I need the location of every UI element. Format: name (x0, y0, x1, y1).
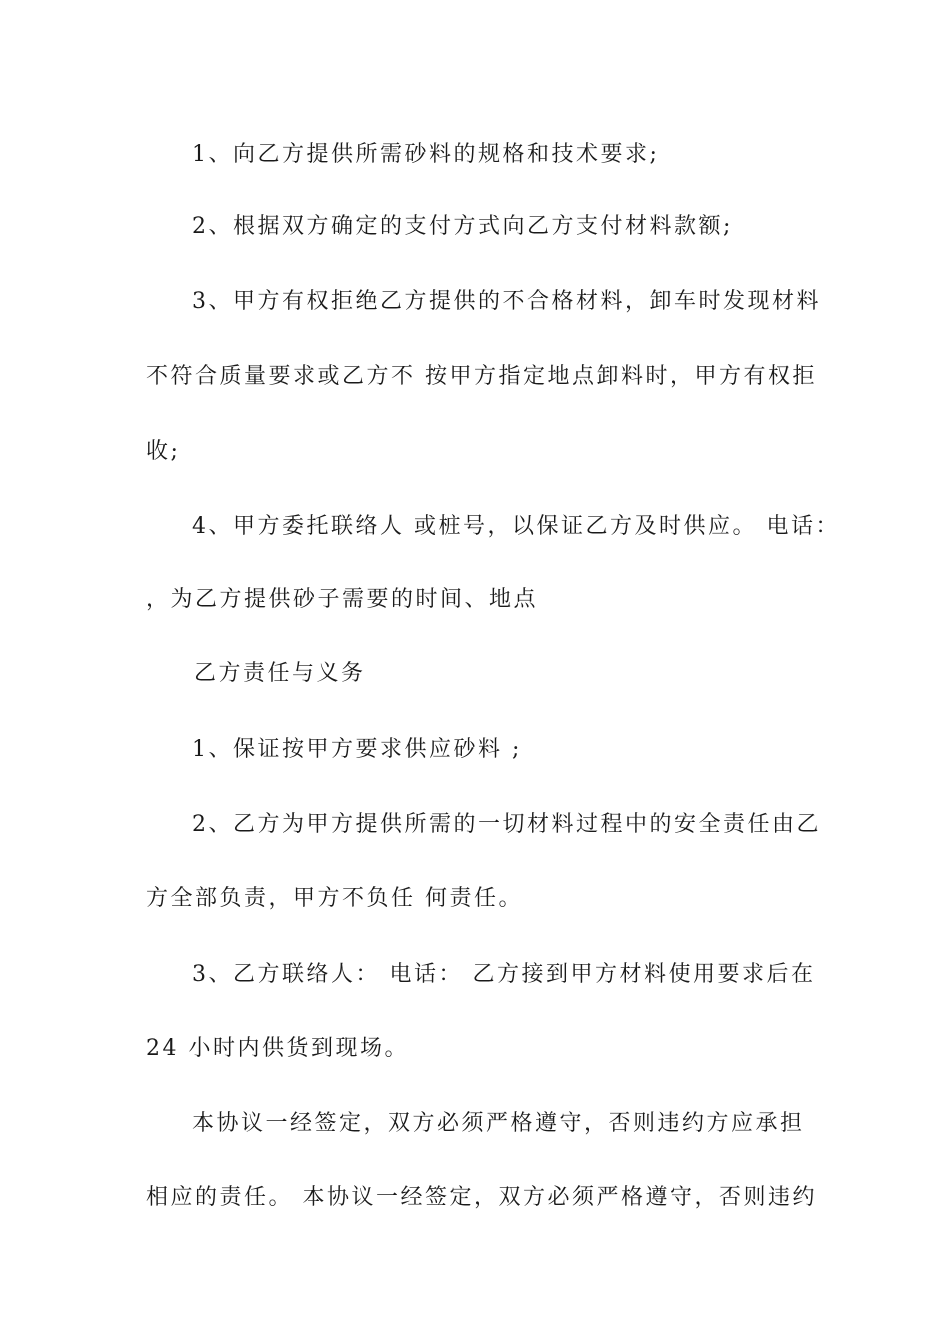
paragraph-line: 方全部负责，甲方不负任 何责任。 (146, 886, 523, 911)
paragraph-line: 24 小时内供货到现场。 (146, 1036, 409, 1061)
paragraph-line: 4、甲方委托联络人 或桩号，以保证乙方及时供应。 电话： (192, 514, 840, 539)
section-heading: 乙方责任与义务 (194, 661, 366, 686)
paragraph-line: 2、乙方为甲方提供所需的一切材料过程中的安全责任由乙 (192, 812, 821, 837)
paragraph-line: 收; (146, 439, 181, 464)
paragraph-line: 本协议一经签定，双方必须严格遵守，否则违约方应承担 (192, 1111, 805, 1136)
paragraph-line: 1、保证按甲方要求供应砂料 ; (192, 737, 522, 762)
paragraph-line: 不符合质量要求或乙方不 按甲方指定地点卸料时，甲方有权拒 (146, 364, 817, 389)
paragraph-line: ，为乙方提供砂子需要的时间、地点 (146, 587, 539, 612)
paragraph-line: 2、根据双方确定的支付方式向乙方支付材料款额; (192, 214, 733, 239)
paragraph-line: 1、向乙方提供所需砂料的规格和技术要求; (192, 142, 660, 167)
paragraph-line: 相应的责任。 本协议一经签定，双方必须严格遵守，否则违约 (146, 1185, 817, 1210)
paragraph-line: 3、乙方联络人： 电话： 乙方接到甲方材料使用要求后在 (192, 962, 816, 987)
paragraph-line: 3、甲方有权拒绝乙方提供的不合格材料，卸车时发现材料 (192, 289, 821, 314)
